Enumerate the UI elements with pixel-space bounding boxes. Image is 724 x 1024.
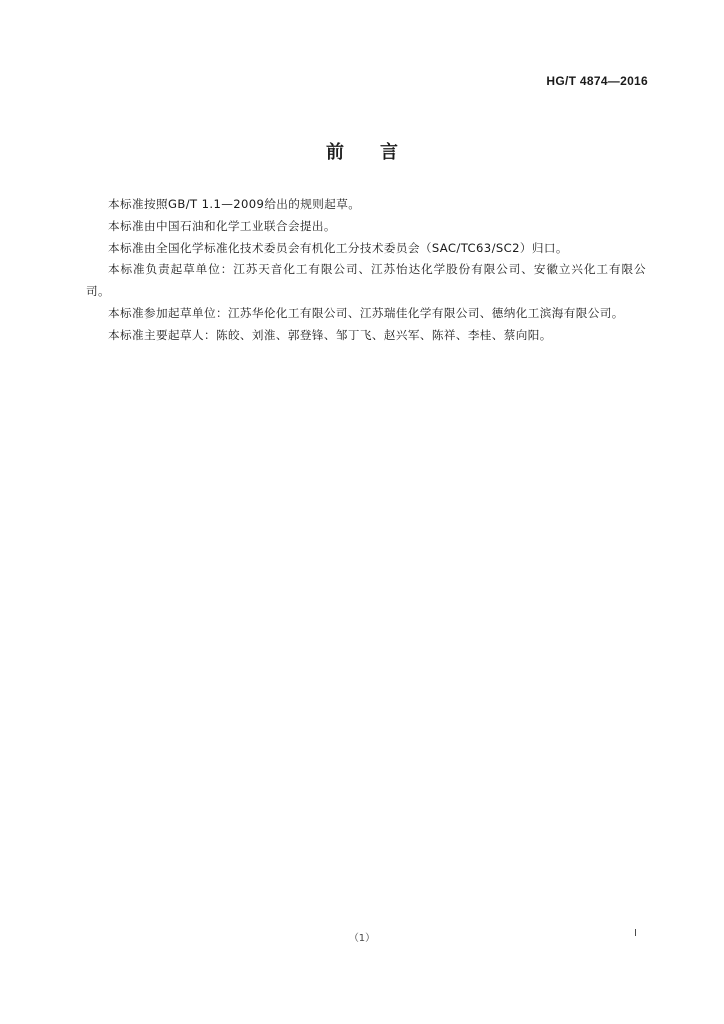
page-number: I [634, 928, 637, 939]
page-title: 前言 [326, 142, 434, 163]
foreword-body [86, 194, 646, 347]
paragraph-lead-drafters: 本标准负责起草单位：江苏天音化工有限公司、江苏怡达化学股份有限公司、安徽立兴化工有限公司。 [86, 262, 646, 299]
paragraph-jurisdiction: 本标准由全国化学标准化技术委员会有机化工分技术委员会（SAC/TC63/SC2）归口。 [108, 240, 568, 255]
footer-page-marker: （1） [348, 933, 376, 944]
standard-code: HG/T 4874—2016 [546, 74, 648, 88]
paragraph-main-drafters: 本标准主要起草人：陈皎、刘淮、郭登锋、邹丁飞、赵兴军、陈祥、李桂、蔡向阳。 [108, 327, 552, 342]
paragraph-participating-drafters: 本标准参加起草单位：江苏华伦化工有限公司、江苏瑞佳化学有限公司、德纳化工滨海有限公司。 [108, 305, 624, 320]
paragraph-drafting-rules: 本标准按照GB/T 1.1—2009给出的规则起草。 [108, 197, 361, 211]
paragraph-proposer: 本标准由中国石油和化学工业联合会提出。 [108, 218, 336, 233]
